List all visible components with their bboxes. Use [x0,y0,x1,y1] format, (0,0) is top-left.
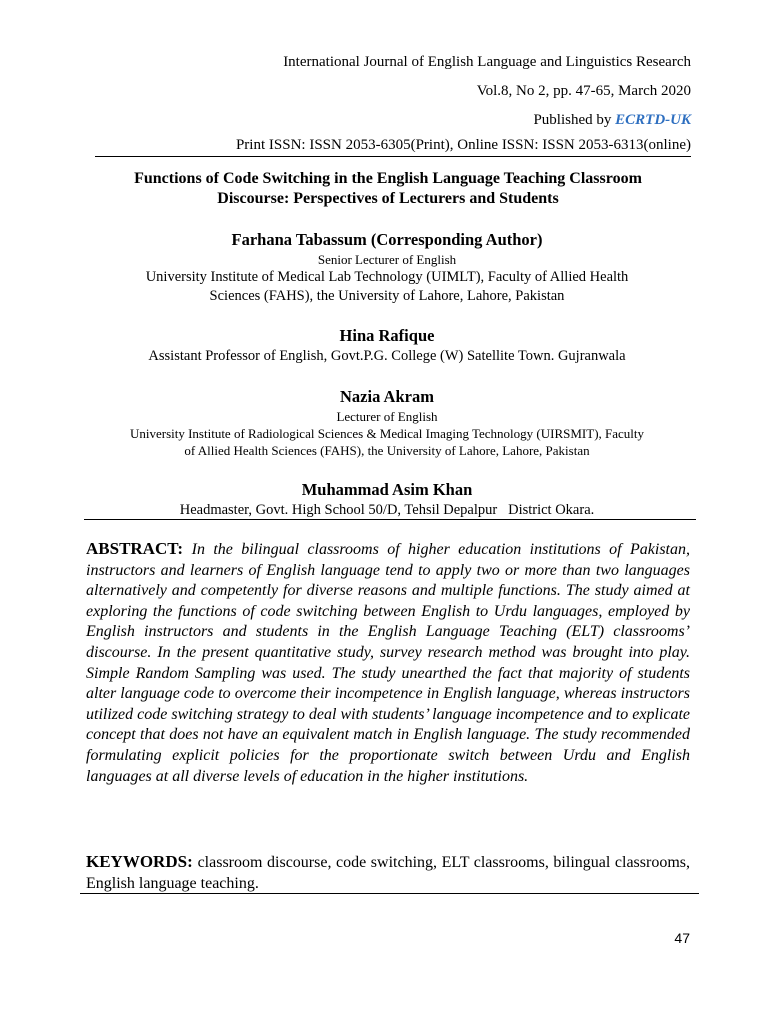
journal-header [60,48,691,135]
paper-title-line-2: Discourse: Perspectives of Lecturers and Students [217,190,559,207]
author-affiliation: of Allied Health Sciences (FAHS), the University of Lahore, Lahore, Pakistan [184,443,590,458]
issn-line: Print ISSN: ISSN 2053-6305(Print), Online ISSN: ISSN 2053-6313(online) [235,137,691,153]
author-name: Hina Rafique [339,326,435,345]
paper-title [80,169,696,209]
author-name: Nazia Akram [340,387,434,406]
author-role: Senior Lecturer of English [317,252,457,267]
publisher-link[interactable]: ECRTD-UK [615,112,691,128]
author-2 [70,325,704,366]
page-number: 47 [674,930,690,946]
author-name: Farhana Tabassum (Corresponding Author) [231,230,543,249]
abstract-text: In the bilingual classrooms of higher education institutions of Pakistan, instructors and learners of English language tend to apply two or more than two languages alternatively and competently for diverse reasons and multiple functions. The study aimed at exploring the functions of code switching between English to Urdu languages, employed by English instructors and students in the English Language Teaching (ELT) classrooms’ discourse. In the present quantitative study, survey research method was brought into play. Simple Random Sampling was used. The study unearthed the fact that majority of students alter language code to overcome their incompetence in English language, whereas instructors utilized code switching strategy to deal with students’ language incompetence and to explicate concept that does not have an equivalent match in English language. The study recommended formulating explicit policies for the proportionate switch between Urdu and English languages at all diverse levels of education in the higher institutions. [86,541,690,785]
header-divider [95,156,691,157]
keywords [86,851,690,894]
author-affiliation: University Institute of Radiological Sciences & Medical Imaging Technology (UIRSMIT), Faculty [129,426,645,441]
journal-name: International Journal of English Language and Linguistics Research [283,54,691,70]
author-4 [70,479,704,520]
published-by-label: Published by [533,112,616,128]
keywords-label: KEYWORDS: [86,852,198,871]
volume-info: Vol.8, No 2, pp. 47-65, March 2020 [476,83,691,99]
author-3 [70,386,704,459]
author-name: Muhammad Asim Khan [301,480,473,499]
author-affiliation: University Institute of Medical Lab Technology (UIMLT), Faculty of Allied Health [145,269,629,285]
author-affiliation: Sciences (FAHS), the University of Lahore, Lahore, Pakistan [209,288,565,304]
abstract-label: ABSTRACT: [86,539,192,558]
keywords-text: classroom discourse, code switching, ELT classrooms, bilingual classrooms, English language teaching. [86,854,690,892]
author-affiliation: Assistant Professor of English, Govt.P.G. College (W) Satellite Town. Gujranwala [148,348,626,364]
footer-divider [80,893,699,894]
abstract [86,539,690,787]
publisher-line [60,106,691,135]
paper-title-line-1: Functions of Code Switching in the English Language Teaching Classroom [134,170,642,187]
author-role: Lecturer of English [336,409,438,424]
authors-divider [84,519,696,520]
author-1 [70,229,704,306]
author-affiliation: Headmaster, Govt. High School 50/D, Tehsil Depalpur District Okara. [179,502,595,518]
